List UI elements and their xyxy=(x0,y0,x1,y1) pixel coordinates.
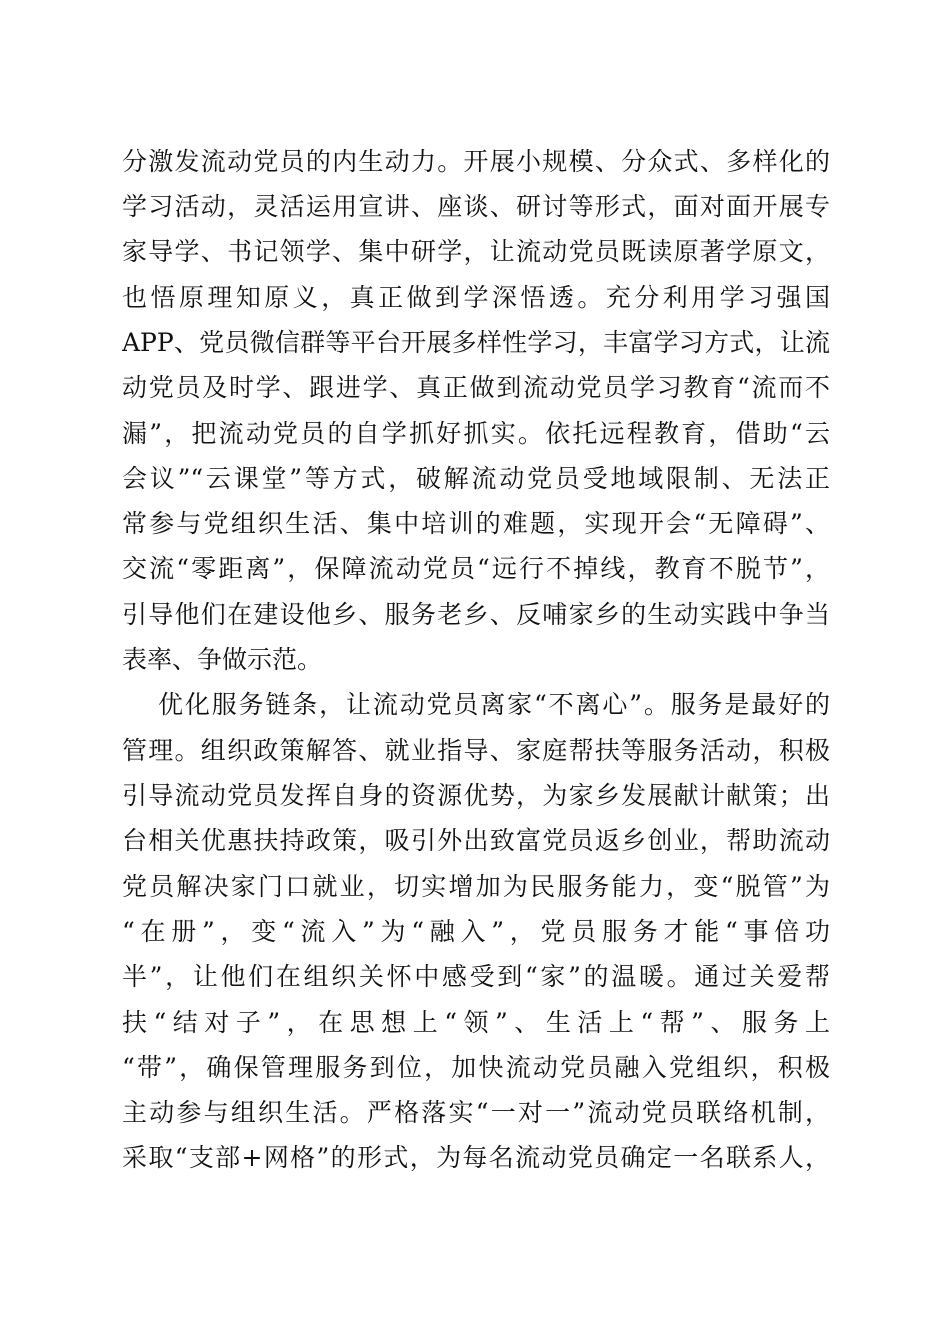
text-line: 动党员及时学、跟进学、真正做到流动党员学习教育“流而不 xyxy=(122,373,830,402)
paragraph-first-line: 优化服务链条，让流动党员离家“不离心”。服务是最好的 xyxy=(158,690,830,719)
text-line: 常参与党组织生活、集中培训的难题，实现开会“无障碍”、 xyxy=(122,509,830,538)
text-line: 扶“结对子”，在思想上“领”、生活上“帮”、服务上 xyxy=(122,1008,830,1037)
text-line: 交流“零距离”，保障流动党员“远行不掉线，教育不脱节”， xyxy=(122,554,830,583)
text-line: 半”，让他们在组织关怀中感受到“家”的温暖。通过关爱帮 xyxy=(122,962,830,991)
text-line: APP、党员微信群等平台开展多样性学习，丰富学习方式，让流 xyxy=(122,328,830,357)
text-line: 管理。组织政策解答、就业指导、家庭帮扶等服务活动，积极 xyxy=(122,736,830,765)
text-line: 采取“支部+网格”的形式，为每名流动党员确定一名联系人， xyxy=(122,1143,830,1172)
text-line: 引导他们在建设他乡、服务老乡、反哺家乡的生动实践中争当 xyxy=(122,600,830,629)
text-line: 学习活动，灵活运用宣讲、座谈、研讨等形式，面对面开展专 xyxy=(122,192,830,221)
text-line: 引导流动党员发挥自身的资源优势，为家乡发展献计献策；出 xyxy=(122,781,830,810)
text-line: 表率、争做示范。 xyxy=(122,645,323,674)
text-line: 会议”“云课堂”等方式，破解流动党员受地域限制、无法正 xyxy=(122,464,830,493)
text-line: “带”，确保管理服务到位，加快流动党员融入党组织，积极 xyxy=(122,1053,830,1082)
text-line: 主动参与组织生活。严格落实“一对一”流动党员联络机制， xyxy=(122,1098,830,1127)
text-line: 台相关优惠扶持政策，吸引外出致富党员返乡创业，帮助流动 xyxy=(122,826,830,855)
text-line: 党员解决家门口就业，切实增加为民服务能力，变“脱管”为 xyxy=(122,872,830,901)
text-line: “在册”，变“流入”为“融入”，党员服务才能“事倍功 xyxy=(122,917,830,946)
text-line: 漏”，把流动党员的自学抓好抓实。依托远程教育，借助“云 xyxy=(122,419,830,448)
text-line: 家导学、书记领学、集中研学，让流动党员既读原著学原文， xyxy=(122,237,830,266)
text-line: 也悟原理知原义，真正做到学深悟透。充分利用学习强国 xyxy=(122,283,830,312)
text-line: 分激发流动党员的内生动力。开展小规模、分众式、多样化的 xyxy=(122,147,830,176)
